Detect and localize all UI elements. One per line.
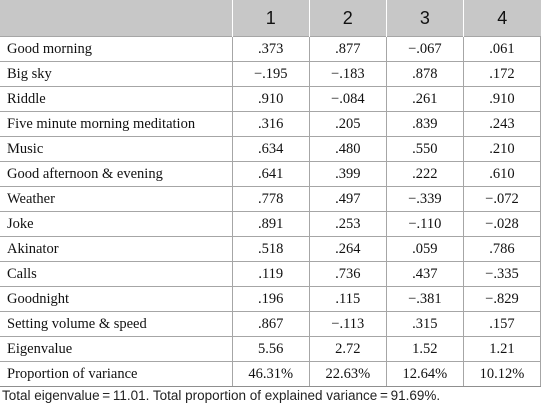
value-cell-factor-4: −.335 [463,262,540,287]
value-cell-factor-3: −.110 [386,212,463,237]
value-cell-factor-3: −.381 [386,287,463,312]
value-cell-factor-1: .196 [232,287,309,312]
value-cell-factor-3: −.067 [386,37,463,62]
value-cell-factor-1: .373 [232,37,309,62]
value-cell-factor-3: .878 [386,62,463,87]
table-body [0,37,541,387]
row-label: Setting volume & speed [0,312,232,337]
value-cell-factor-2: −.183 [309,62,386,87]
value-cell-factor-1: .119 [232,262,309,287]
table-row [0,312,541,337]
value-cell-factor-2: .264 [309,237,386,262]
value-cell-factor-2: 22.63% [309,362,386,387]
value-cell-factor-2: .497 [309,187,386,212]
value-cell-factor-2: .736 [309,262,386,287]
value-cell-factor-4: .210 [463,137,540,162]
row-label: Five minute morning meditation [0,112,232,137]
value-cell-factor-3: .437 [386,262,463,287]
value-cell-factor-4: .610 [463,162,540,187]
value-cell-factor-4: .157 [463,312,540,337]
row-label: Riddle [0,87,232,112]
value-cell-factor-1: 5.56 [232,337,309,362]
row-label: Joke [0,212,232,237]
header-cell-factor-2: 2 [309,0,386,37]
row-label: Proportion of variance [0,362,232,387]
value-cell-factor-3: .059 [386,237,463,262]
value-cell-factor-4: .910 [463,87,540,112]
value-cell-factor-2: .205 [309,112,386,137]
row-label: Akinator [0,237,232,262]
table-row [0,137,541,162]
table-row [0,362,541,387]
value-cell-factor-3: 12.64% [386,362,463,387]
value-cell-factor-1: .518 [232,237,309,262]
value-cell-factor-2: −.113 [309,312,386,337]
header-cell-factor-4: 4 [463,0,540,37]
value-cell-factor-4: .243 [463,112,540,137]
value-cell-factor-1: .641 [232,162,309,187]
header-cell-factor-1: 1 [232,0,309,37]
value-cell-factor-1: −.195 [232,62,309,87]
value-cell-factor-2: .480 [309,137,386,162]
row-label: Eigenvalue [0,337,232,362]
table-row [0,37,541,62]
row-label: Weather [0,187,232,212]
value-cell-factor-2: .877 [309,37,386,62]
table-row [0,187,541,212]
value-cell-factor-2: .253 [309,212,386,237]
table-row [0,237,541,262]
table-row [0,337,541,362]
row-label: Calls [0,262,232,287]
row-label: Big sky [0,62,232,87]
table-header-row [0,0,541,37]
value-cell-factor-4: −.028 [463,212,540,237]
value-cell-factor-4: 1.21 [463,337,540,362]
row-label: Goodnight [0,287,232,312]
header-cell-factor-3: 3 [386,0,463,37]
value-cell-factor-2: .399 [309,162,386,187]
table-row [0,62,541,87]
table-row [0,162,541,187]
value-cell-factor-2: 2.72 [309,337,386,362]
table-row [0,262,541,287]
value-cell-factor-2: .115 [309,287,386,312]
table-row [0,212,541,237]
value-cell-factor-4: 10.12% [463,362,540,387]
value-cell-factor-1: .778 [232,187,309,212]
value-cell-factor-1: .316 [232,112,309,137]
value-cell-factor-3: .222 [386,162,463,187]
value-cell-factor-1: .867 [232,312,309,337]
value-cell-factor-1: .910 [232,87,309,112]
value-cell-factor-2: −.084 [309,87,386,112]
value-cell-factor-4: .172 [463,62,540,87]
value-cell-factor-3: .261 [386,87,463,112]
value-cell-factor-3: −.339 [386,187,463,212]
value-cell-factor-3: .315 [386,312,463,337]
value-cell-factor-3: .550 [386,137,463,162]
value-cell-factor-4: .061 [463,37,540,62]
value-cell-factor-1: 46.31% [232,362,309,387]
value-cell-factor-4: .786 [463,237,540,262]
value-cell-factor-3: .839 [386,112,463,137]
table-row [0,112,541,137]
table-footnote: Total eigenvalue = 11.01. Total proportion of explained variance = 91.69%. [2,388,441,403]
row-label: Good afternoon & evening [0,162,232,187]
table-row [0,287,541,312]
header-cell-blank [0,0,232,37]
value-cell-factor-1: .891 [232,212,309,237]
value-cell-factor-4: −.072 [463,187,540,212]
value-cell-factor-1: .634 [232,137,309,162]
value-cell-factor-4: −.829 [463,287,540,312]
value-cell-factor-3: 1.52 [386,337,463,362]
row-label: Music [0,137,232,162]
table-row [0,87,541,112]
row-label: Good morning [0,37,232,62]
